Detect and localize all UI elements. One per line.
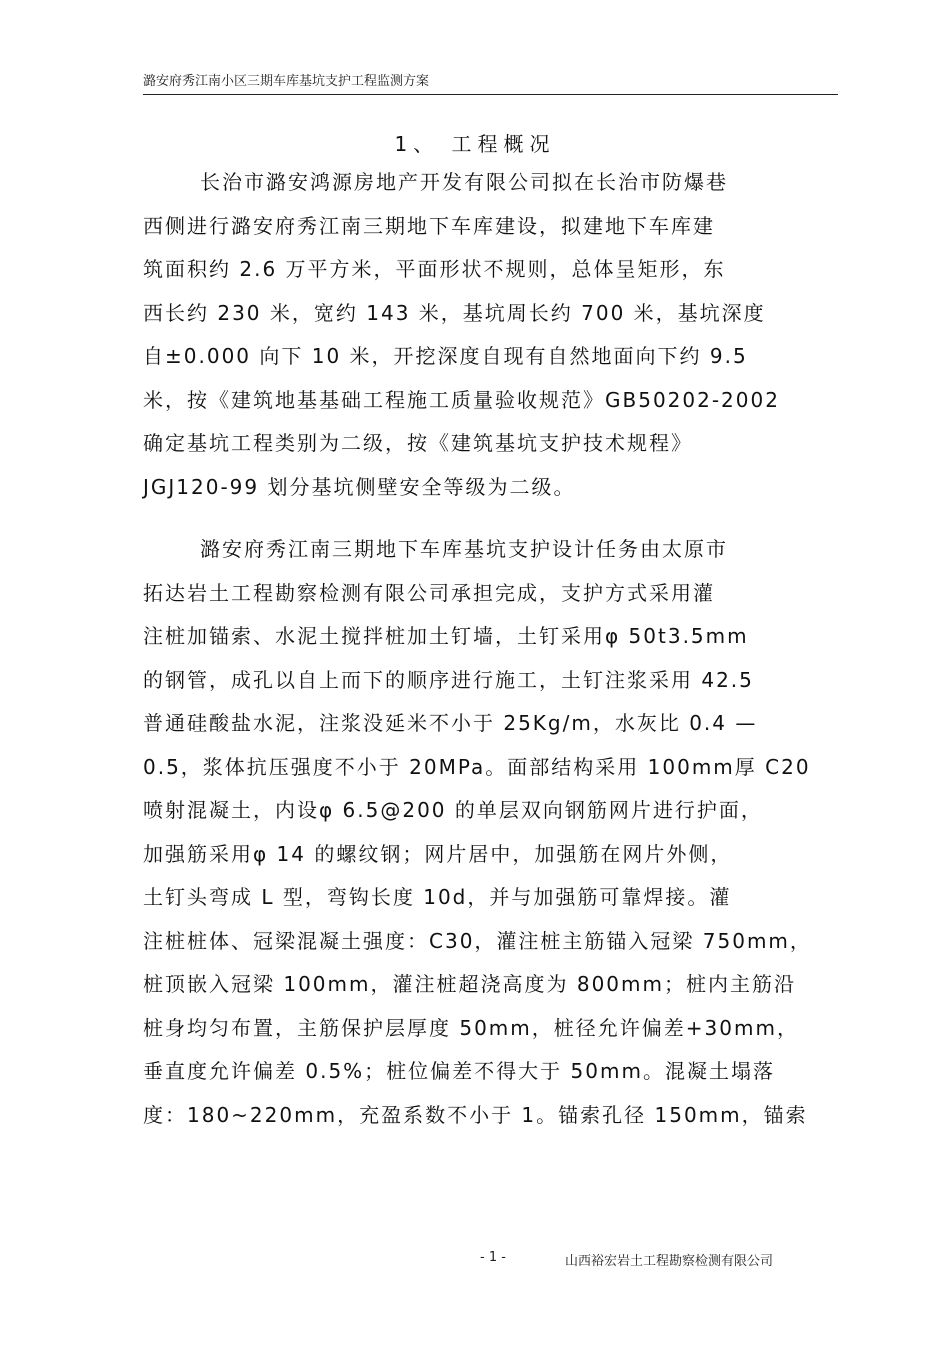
paragraph-line: 垂直度允许偏差 0.5%；桩位偏差不得大于 50mm。混凝土塌落: [143, 1059, 775, 1083]
paragraph-line: JGJ120-99 划分基坑侧壁安全等级为二级。: [143, 474, 576, 499]
section-title: 1、 工程概况: [394, 132, 556, 156]
paragraph-line: 加强筋采用φ 14 的螺纹钢；网片居中，加强筋在网片外侧，: [143, 841, 733, 866]
paragraph-line: 长治市潞安鸿源房地产开发有限公司拟在长治市防爆巷: [200, 170, 728, 194]
page-header: [143, 68, 838, 95]
paragraph-line: 拓达岩土工程勘察检测有限公司承担完成，支护方式采用灌: [143, 580, 715, 605]
paragraph-line: 的钢管，成孔以自上而下的顺序进行施工，土钉注浆采用 42.5: [143, 667, 754, 692]
paragraph-line: 西侧进行潞安府秀江南三期地下车库建设，拟建地下车库建: [143, 213, 715, 238]
paragraph-line: 土钉头弯成 L 型，弯钩长度 10d，并与加强筋可靠焊接。灌: [143, 885, 732, 909]
paragraph-line: 西长约 230 米，宽约 143 米，基坑周长约 700 米，基坑深度: [143, 300, 766, 325]
paragraph-line: 自±0.000 向下 10 米，开挖深度自现有自然地面向下约 9.5: [143, 344, 748, 368]
paragraph-line: 米，按《建筑地基基础工程施工质量验收规范》GB50202-2002: [143, 387, 780, 412]
paragraph-line: 喷射混凝土，内设φ 6.5@200 的单层双向钢筋网片进行护面，: [143, 798, 763, 822]
paragraph-line: 确定基坑工程类别为二级，按《建筑基坑支护技术规程》: [143, 431, 693, 455]
paragraph-line: 注桩加锚索、水泥土搅拌桩加土钉墙，土钉采用φ 50t3.5mm: [143, 624, 749, 648]
paragraph-line: 注桩桩体、冠梁混凝土强度：C30，灌注桩主筋锚入冠梁 750mm，: [143, 928, 812, 953]
paragraph-line: 度：180~220mm，充盈系数不小于 1。锚索孔径 150mm，锚索: [143, 1102, 808, 1127]
paragraph-line: 筑面积约 2.6 万平方米，平面形状不规则，总体呈矩形，东: [143, 257, 726, 281]
footer-company: 山西裕宏岩土工程勘察检测有限公司: [565, 1254, 774, 1269]
paragraph-line: 潞安府秀江南三期地下车库基坑支护设计任务由太原市: [200, 537, 728, 561]
paragraph-line: 0.5，浆体抗压强度不小于 20MPa。面部结构采用 100mm厚 C20: [143, 754, 811, 779]
footer-page-number: - 1 -: [480, 1250, 506, 1265]
paragraph-line: 桩顶嵌入冠梁 100mm，灌注桩超浇高度为 800mm；桩内主筋沿: [143, 972, 796, 996]
paragraph-line: 普通硅酸盐水泥，注浆没延米不小于 25Kg/m，水灰比 0.4 —: [143, 711, 758, 735]
header-title: 潞安府秀江南小区三期车库基坑支护工程监测方案: [143, 74, 430, 89]
paragraph-line: 桩身均匀布置，主筋保护层厚度 50mm，桩径允许偏差+30mm，: [143, 1015, 799, 1040]
